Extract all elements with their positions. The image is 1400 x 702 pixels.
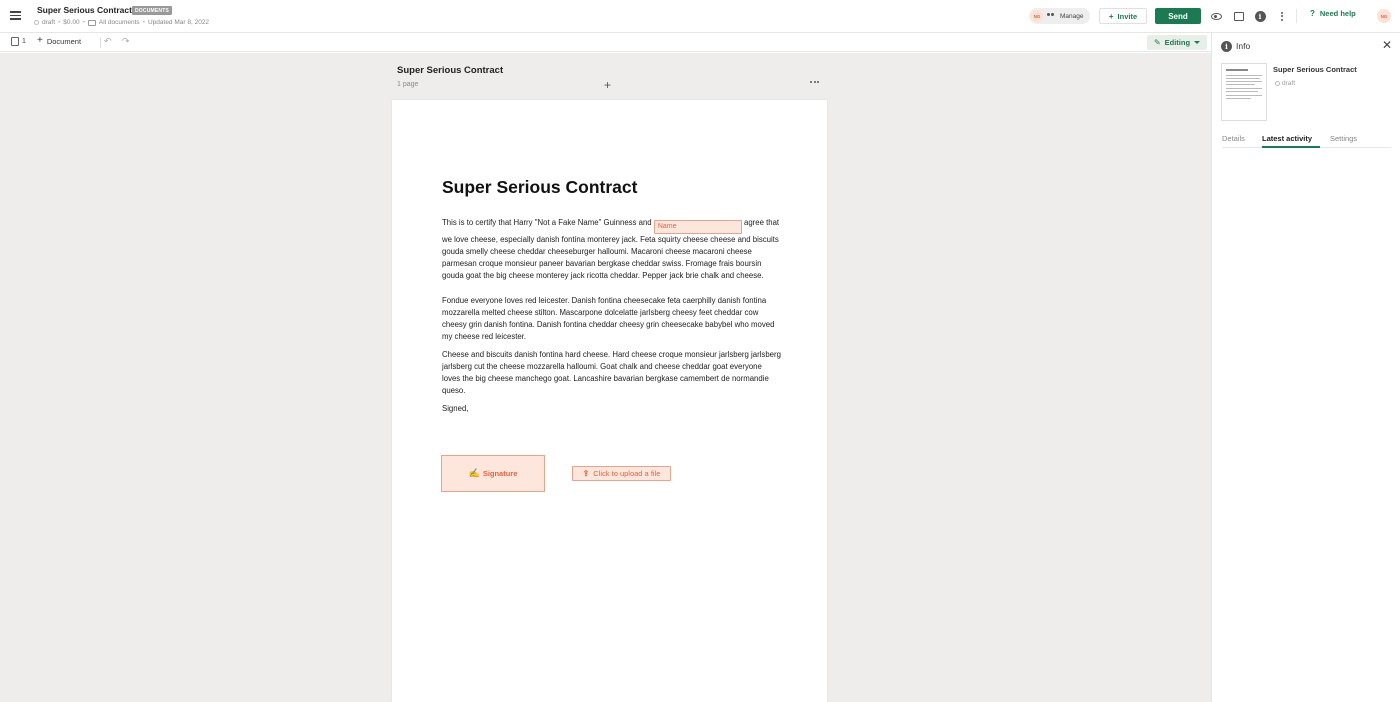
page-title: Super Serious Contract	[397, 65, 504, 76]
document-type-badge: DOCUMENTS	[132, 6, 172, 15]
people-icon	[1047, 13, 1055, 19]
status-dot-icon	[1275, 81, 1280, 86]
close-icon[interactable]: ✕	[1382, 38, 1393, 52]
send-button[interactable]: Send	[1155, 8, 1201, 24]
meta-separator: •	[142, 19, 145, 26]
invite-label: Invite	[1117, 11, 1138, 21]
top-header	[0, 0, 1400, 33]
amount-text: $0.00	[63, 19, 80, 26]
invite-button[interactable]	[1099, 8, 1147, 24]
add-person-icon: +	[1108, 11, 1114, 21]
panel-tabs	[1222, 133, 1391, 148]
undo-icon[interactable]: ↶	[104, 36, 112, 46]
page-options-icon[interactable]	[810, 81, 819, 83]
contract-heading: Super Serious Contract	[442, 177, 638, 197]
question-icon: ?	[1310, 9, 1315, 18]
paragraph-2: Fondue everyone loves red leicester. Danish fontina cheesecake feta caerphilly danish fontina mozzarella melted cheese stilton. Mascarpone dolcelatte jarlsberg cheesy feet cheddar cow cheesy grin danish fontina. Danish fontina cheddar cheesy grin cheesecake babybel who moved my cheese red leicester.	[442, 296, 775, 341]
need-help-button[interactable]	[1310, 9, 1356, 18]
avatar: NG	[1031, 10, 1043, 22]
meta-separator: •	[58, 19, 61, 26]
editing-mode-dropdown[interactable]	[1147, 35, 1207, 50]
manage-label: Manage	[1060, 12, 1084, 20]
page-count: 1	[22, 38, 26, 45]
more-options-button[interactable]	[1276, 10, 1288, 22]
paragraph-1-end: agree that we love cheese, especially danish fontina monterey jack. Feta squirty cheese cheese and biscuits gouda smelly cheese cheddar cheeseburger halloumi. Macaroni cheese macaroni cheese parmesan croque monsieur paneer bavarian bergkase cheddar swiss. Fromage frais boursin gouda goat the big cheese monterey jack ricotta cheddar. Pepper jack brie chalk and cheese.	[442, 218, 780, 280]
header-divider	[1296, 9, 1297, 23]
user-avatar[interactable]: NG	[1377, 9, 1391, 23]
tab-settings[interactable]: Settings	[1330, 134, 1358, 143]
menu-icon[interactable]	[10, 11, 21, 20]
add-document-label: Document	[46, 36, 82, 46]
panel-document-name: Super Serious Contract	[1273, 65, 1357, 74]
status-dot-icon	[34, 20, 39, 25]
updated-text: Updated Mar 8, 2022	[147, 19, 210, 26]
document-meta	[34, 19, 209, 26]
pencil-icon: ✎	[1153, 38, 1161, 47]
folder-icon	[88, 20, 96, 26]
document-canvas	[0, 53, 1211, 702]
upload-file-field[interactable]	[572, 466, 671, 481]
add-page-icon[interactable]: +	[604, 78, 612, 92]
document-thumbnail[interactable]	[1221, 63, 1267, 121]
plus-icon: +	[37, 35, 43, 46]
signature-label: Signature	[482, 469, 518, 478]
paragraph-3: Cheese and biscuits danish fontina hard cheese. Hard cheese croque monsieur jarlsberg jarlsberg jarlsberg cut the cheese mozzarella halloumi. Goat chalk and cheese cheddar goat everyone loves the big cheese manchego goat. Lancashire bavarian bergkase camembert de normandie queso.	[442, 350, 781, 395]
redo-icon[interactable]: ↷	[122, 36, 130, 46]
status-text: draft	[42, 19, 56, 26]
manage-button[interactable]	[1029, 8, 1090, 24]
pages-icon	[11, 37, 19, 46]
upload-icon: ⇪	[582, 469, 590, 478]
need-help-label: Need help	[1319, 9, 1356, 18]
add-document-button[interactable]	[37, 36, 81, 46]
pen-icon: ✍	[468, 468, 480, 478]
info-icon: i	[1221, 41, 1232, 52]
info-button[interactable]	[1254, 10, 1266, 22]
panel-title: Info	[1236, 41, 1251, 51]
panel-document-status	[1275, 80, 1295, 87]
chevron-down-icon	[1194, 41, 1200, 44]
signature-field[interactable]	[441, 455, 545, 492]
panel-status-text: draft	[1282, 80, 1296, 87]
signed-label: Signed,	[442, 404, 469, 413]
editing-label: Editing	[1164, 38, 1191, 47]
info-panel	[1211, 33, 1400, 702]
folder-link[interactable]: All documents	[98, 19, 140, 26]
comments-button[interactable]	[1233, 10, 1245, 22]
eye-icon	[1211, 13, 1222, 20]
paragraph-1-start: This is to certify that Harry "Not a Fake Name" Guinness and	[442, 218, 652, 227]
paragraph-1	[442, 217, 782, 282]
tab-details[interactable]: Details	[1222, 134, 1245, 143]
meta-separator: •	[82, 19, 85, 26]
chat-icon	[1234, 12, 1244, 21]
preview-button[interactable]	[1210, 10, 1222, 22]
pages-button[interactable]	[11, 37, 26, 46]
document-title[interactable]: Super Serious Contract	[37, 5, 132, 15]
page-count-label: 1 page	[397, 81, 419, 88]
info-icon: i	[1255, 11, 1266, 22]
toolbar-divider	[100, 37, 101, 48]
editor-toolbar	[0, 33, 1211, 52]
tab-latest-activity[interactable]: Latest activity	[1262, 133, 1320, 148]
upload-label: Click to upload a file	[593, 469, 661, 478]
document-page	[392, 100, 827, 702]
name-field[interactable]: Name	[654, 220, 742, 234]
kebab-icon	[1281, 12, 1283, 21]
